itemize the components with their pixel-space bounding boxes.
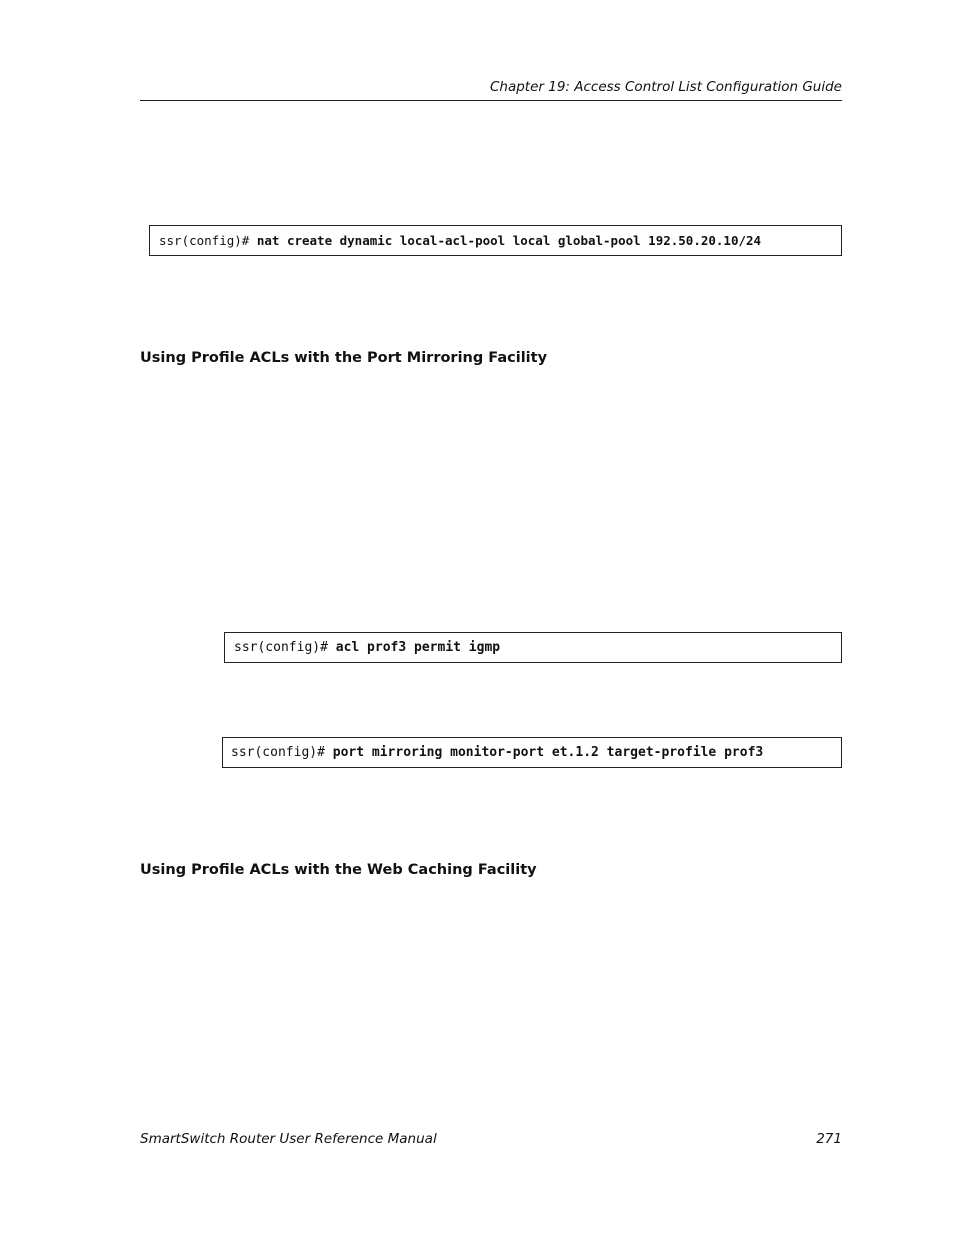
cli-prompt: ssr(config)# [159, 233, 250, 248]
cli-prompt: ssr(config)# [231, 745, 325, 760]
section-heading-web-caching: Using Profile ACLs with the Web Caching Facility [140, 862, 537, 878]
section-heading-port-mirroring: Using Profile ACLs with the Port Mirroring Facility [140, 350, 548, 366]
page-number: 271 [816, 1131, 842, 1147]
running-header [140, 78, 842, 101]
code-block-port-mirroring [222, 737, 842, 768]
cli-prompt: ssr(config)# [234, 640, 328, 655]
code-block-acl-permit [224, 632, 842, 663]
cli-command: acl prof3 permit igmp [335, 640, 501, 655]
manual-title: SmartSwitch Router User Reference Manual [140, 1131, 437, 1147]
code-block-nat-create [149, 225, 842, 256]
running-footer [140, 1131, 842, 1151]
cli-command: nat create dynamic local-acl-pool local global-pool 192.50.20.10/24 [256, 233, 762, 248]
chapter-title: Chapter 19: Access Control List Configuration Guide [489, 79, 842, 95]
cli-command: port mirroring monitor-port et.1.2 target-profile prof3 [332, 745, 764, 760]
